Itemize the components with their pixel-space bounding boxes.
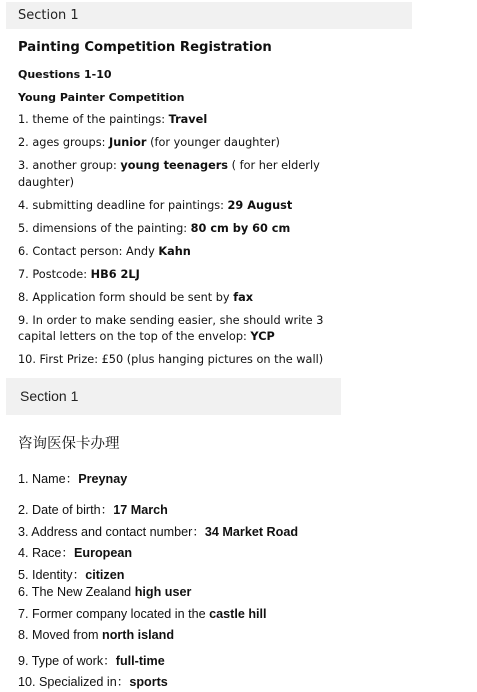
section1-questions: Questions 1-10 — [18, 68, 112, 81]
section1-title: Painting Competition Registration — [18, 40, 272, 55]
section2-item — [18, 585, 191, 599]
section1-item — [18, 291, 253, 304]
item-answer: sports — [129, 675, 168, 689]
item-answer: HB6 2LJ — [90, 268, 140, 281]
section1-item — [18, 268, 140, 281]
item-text: 6. The New Zealand — [18, 585, 135, 599]
section1-item — [18, 353, 323, 366]
item-text: 1. theme of the paintings: — [18, 113, 169, 126]
section1-item — [18, 159, 320, 172]
section1-item — [18, 222, 290, 235]
section1-header: Section 1 — [6, 2, 412, 29]
section2-item — [18, 499, 168, 518]
item-text: daughter) — [18, 176, 75, 189]
section2-item — [18, 542, 132, 561]
section2-item — [18, 650, 165, 669]
section1-item — [18, 330, 275, 343]
item-answer: European — [74, 546, 133, 560]
item-answer: full-time — [115, 654, 165, 668]
item-text: 10. Specialized in： — [18, 675, 130, 689]
item-text: 2. Date of birth： — [18, 503, 114, 517]
section2-title: 咨询医保卡办理 — [18, 436, 120, 452]
item-answer: 29 August — [227, 199, 293, 212]
item-answer: young teenagers — [120, 159, 229, 172]
item-text: 2. ages groups: — [18, 136, 109, 149]
section2-header: Section 1 — [6, 378, 341, 415]
item-answer: Kahn — [158, 245, 191, 258]
item-answer: 17 March — [113, 503, 168, 517]
item-text: capital letters on the top of the envelop: — [18, 330, 251, 343]
item-answer: citizen — [85, 568, 125, 582]
item-text: 4. Race： — [18, 546, 74, 560]
section1-item — [18, 136, 280, 149]
item-text: 3. Address and contact number： — [18, 525, 205, 539]
section2-item — [18, 628, 174, 642]
item-text: 5. dimensions of the painting: — [18, 222, 191, 235]
item-text: 7. Former company located in the — [18, 607, 210, 621]
section2-item — [18, 671, 168, 690]
item-text: 8. Moved from — [18, 628, 102, 642]
item-text: 5. Identity： — [18, 568, 86, 582]
section1-item — [18, 245, 191, 258]
item-answer: Preynay — [78, 472, 128, 486]
section2-item — [18, 607, 267, 621]
item-text: 8. Application form should be sent by — [18, 291, 234, 304]
item-text: 10. First Prize: £50 (plus hanging pictures on the wall) — [18, 353, 324, 366]
item-answer: 34 Market Road — [204, 525, 299, 539]
section1-subtitle: Young Painter Competition — [18, 91, 185, 104]
item-text: 6. Contact person: Andy — [18, 245, 159, 258]
item-text: 4. submitting deadline for paintings: — [18, 199, 228, 212]
section2-item — [18, 521, 298, 540]
item-text: 9. Type of work： — [18, 654, 116, 668]
item-answer: high user — [134, 585, 192, 599]
item-answer: 80 cm by 60 cm — [190, 222, 291, 235]
section1-item — [18, 199, 292, 212]
item-answer: Travel — [168, 113, 208, 126]
section1-item — [18, 176, 74, 189]
item-text: 9. In order to make sending easier, she should write 3 — [18, 314, 324, 327]
item-answer: fax — [233, 291, 254, 304]
section1-item — [18, 113, 207, 126]
section2-item — [18, 564, 124, 583]
item-note: (for younger daughter) — [146, 136, 280, 149]
item-answer: castle hill — [209, 607, 267, 621]
item-text: 7. Postcode: — [18, 268, 91, 281]
item-text: 3. another group: — [18, 159, 121, 172]
section1-item — [18, 314, 323, 327]
section2-item — [18, 468, 127, 487]
item-text: 1. Name： — [18, 472, 79, 486]
item-note: ( for her elderly — [228, 159, 320, 172]
item-answer: north island — [102, 628, 175, 642]
item-answer: YCP — [250, 330, 275, 343]
item-answer: Junior — [108, 136, 147, 149]
